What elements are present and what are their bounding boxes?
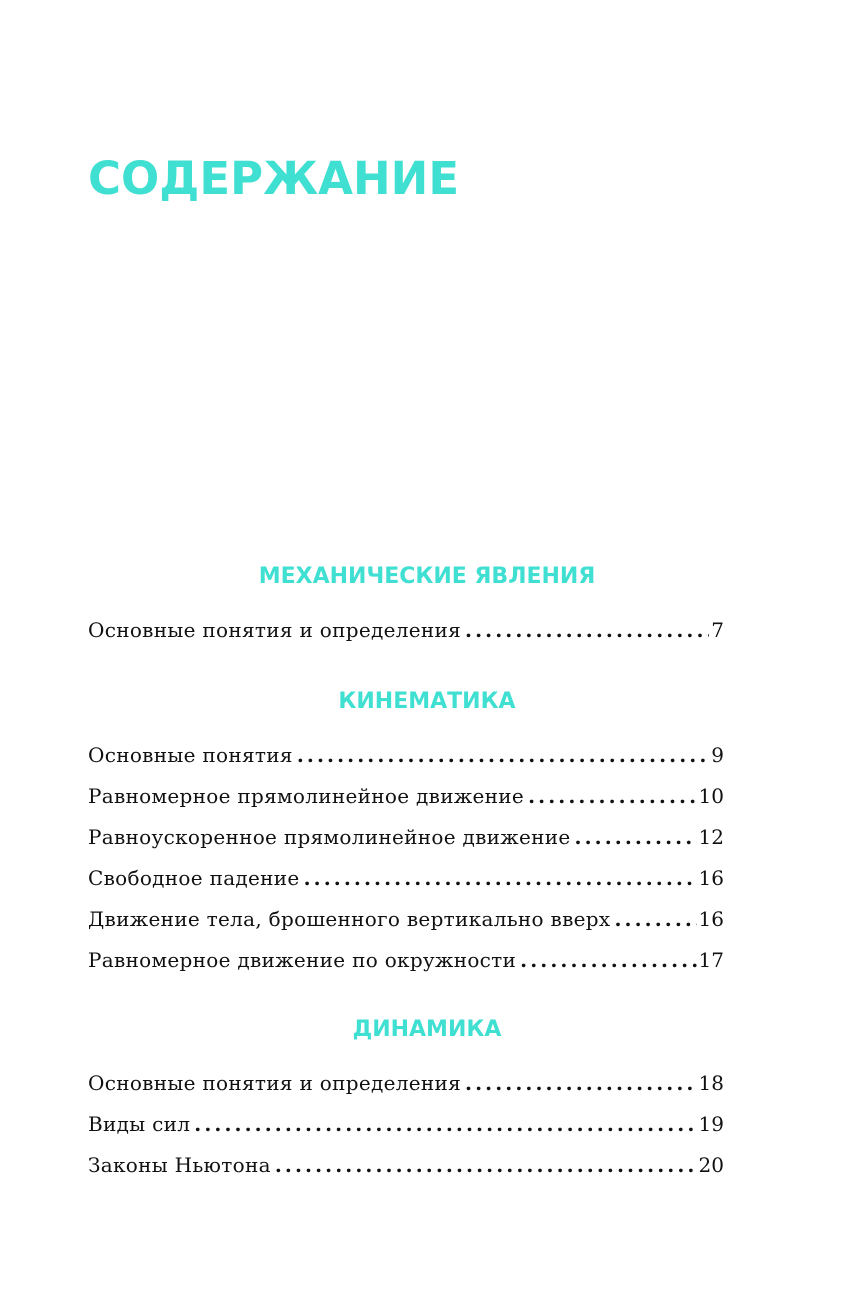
dot-leader <box>465 1063 697 1104</box>
toc-section-dynamics <box>88 1015 724 1186</box>
toc-entry-list <box>88 1063 724 1186</box>
dot-leader <box>575 817 697 858</box>
toc-entry-page: 17 <box>698 948 724 972</box>
toc-entry[interactable] <box>88 899 724 940</box>
dot-leader <box>520 940 696 981</box>
toc-entry-page: 16 <box>698 907 724 931</box>
toc-entry-list <box>88 735 724 981</box>
dot-leader <box>465 610 709 651</box>
toc-section-kinematics <box>88 687 724 981</box>
toc-entry[interactable] <box>88 858 724 899</box>
toc-entry[interactable] <box>88 735 724 776</box>
section-heading: ДИНАМИКА <box>352 1017 502 1042</box>
toc-entry-label: Основные понятия и определения <box>88 618 462 642</box>
dot-leader <box>304 858 697 899</box>
section-heading: МЕХАНИЧЕСКИЕ ЯВЛЕНИЯ <box>258 564 596 589</box>
toc-entry-page: 7 <box>711 618 724 642</box>
toc-entry[interactable] <box>88 1104 724 1145</box>
toc-entry-label: Равномерное прямолинейное движение <box>88 784 525 808</box>
toc-entry-list <box>88 610 724 651</box>
section-heading: КИНЕМАТИКА <box>338 689 516 714</box>
toc-entry-page: 19 <box>698 1112 724 1136</box>
toc-entry-page: 12 <box>698 825 724 849</box>
toc-entry-page: 20 <box>698 1153 724 1177</box>
toc-entry-page: 16 <box>698 866 724 890</box>
dot-leader <box>614 899 696 940</box>
toc-entry-label: Законы Ньютона <box>88 1153 271 1177</box>
toc-entry[interactable] <box>88 1063 724 1104</box>
toc-section-mechanical-phenomena <box>88 562 724 651</box>
toc-entry[interactable] <box>88 776 724 817</box>
toc-entry-label: Движение тела, брошенного вертикально вверх <box>88 907 611 931</box>
dot-leader <box>297 735 709 776</box>
dot-leader <box>528 776 696 817</box>
toc-entry-page: 18 <box>698 1071 724 1095</box>
toc-entry-label: Основные понятия <box>88 743 293 767</box>
page-title: СОДЕРЖАНИЕ <box>88 152 460 205</box>
toc-entry[interactable] <box>88 610 724 651</box>
toc-entry-label: Свободное падение <box>88 866 300 890</box>
toc-entry-label: Основные понятия и определения <box>88 1071 462 1095</box>
toc-entry-label: Равномерное движение по окружности <box>88 948 517 972</box>
toc-entry-page: 9 <box>711 743 724 767</box>
toc-entry[interactable] <box>88 940 724 981</box>
toc-entry-page: 10 <box>698 784 724 808</box>
dot-leader <box>194 1104 696 1145</box>
toc-entry-label: Равноускоренное прямолинейное движение <box>88 825 571 849</box>
toc-entry[interactable] <box>88 1145 724 1186</box>
toc-entry[interactable] <box>88 817 724 858</box>
dot-leader <box>275 1145 697 1186</box>
toc-entry-label: Виды сил <box>88 1112 191 1136</box>
